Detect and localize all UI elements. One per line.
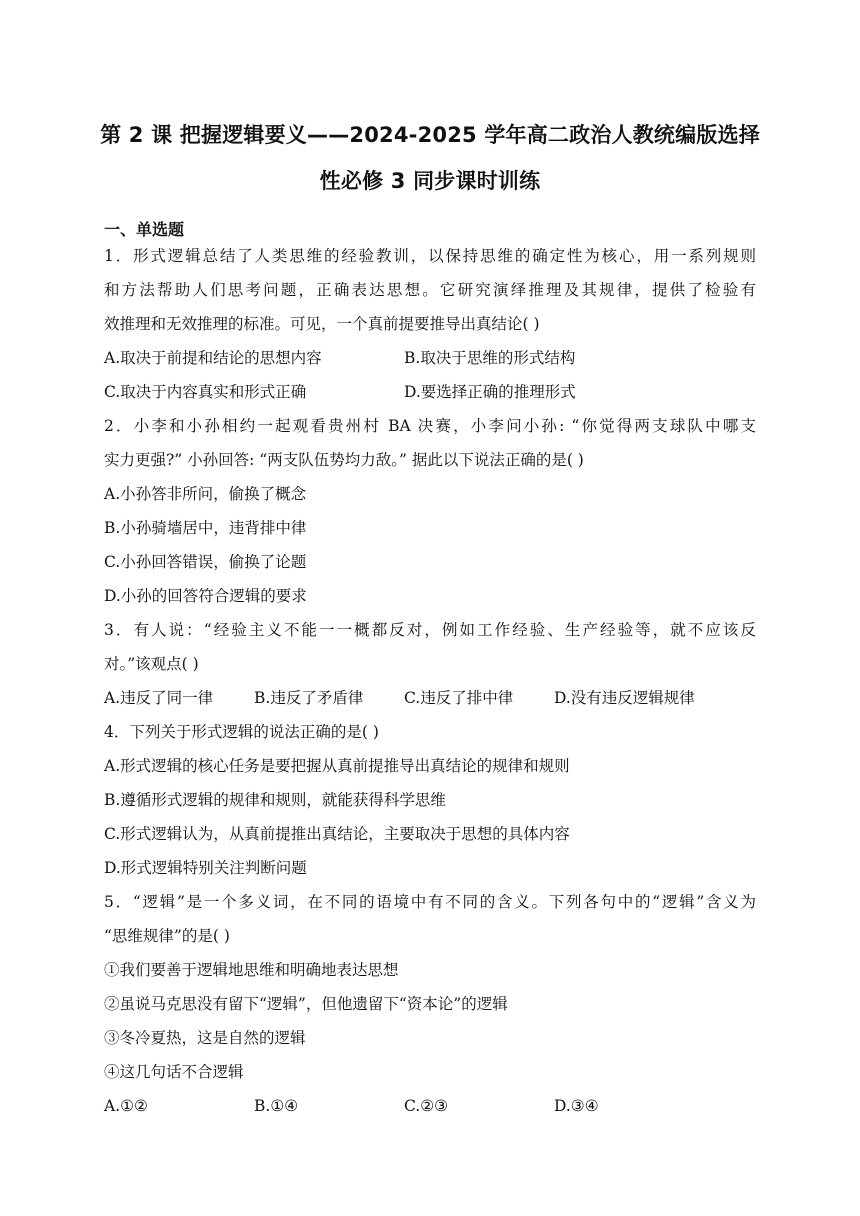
question-4-option-a[interactable]: A.形式逻辑的核心任务是要把握从真前提推导出真结论的规律和规则 bbox=[104, 757, 570, 775]
question-3-option-c[interactable]: C.违反了排中律 bbox=[404, 689, 514, 707]
question-1-stem-line-3: 效推理和无效推理的标准。可见，一个真前提要推导出真结论( ) bbox=[104, 315, 540, 333]
question-3-stem-line-2: 对。”该观点( ) bbox=[104, 655, 199, 673]
question-4-stem-line-1: 4．下列关于形式逻辑的说法正确的是( ) bbox=[104, 723, 379, 741]
question-5-item-1: ①我们要善于逻辑地思维和明确地表达思想 bbox=[104, 961, 399, 979]
question-5-item-4: ④这几句话不合逻辑 bbox=[104, 1063, 244, 1081]
page-title: 第 2 课 把握逻辑要义——2024-2025 学年高二政治人教统编版选择性必修 3 同步课时训练 bbox=[100, 123, 760, 193]
question-2-option-c[interactable]: C.小孙回答错误，偷换了论题 bbox=[104, 553, 307, 571]
question-2-stem-line-2: 实力更强?” 小孙回答: “两支队伍势均力敌。” 据此以下说法正确的是( ) bbox=[104, 451, 584, 469]
question-5-stem-line-1: 5．“逻辑”是一个多义词，在不同的语境中有不同的含义。下列各句中的“逻辑”含义为 bbox=[104, 893, 756, 911]
question-1-option-d[interactable]: D.要选择正确的推理形式 bbox=[404, 383, 576, 401]
question-1-option-a[interactable]: A.取决于前提和结论的思想内容 bbox=[104, 349, 322, 367]
question-3-option-b[interactable]: B.违反了矛盾律 bbox=[254, 689, 364, 707]
question-5-option-b[interactable]: B.①④ bbox=[254, 1097, 299, 1115]
question-4-option-c[interactable]: C.形式逻辑认为，从真前提推出真结论，主要取决于思想的具体内容 bbox=[104, 825, 570, 843]
question-3-option-a[interactable]: A.违反了同一律 bbox=[104, 689, 214, 707]
question-2-stem-line-1: 2．小李和小孙相约一起观看贵州村 BA 决赛，小李问小孙: “你觉得两支球队中哪支 bbox=[104, 417, 756, 435]
question-2-option-a[interactable]: A.小孙答非所问，偷换了概念 bbox=[104, 485, 307, 503]
question-1-option-c[interactable]: C.取决于内容真实和形式正确 bbox=[104, 383, 307, 401]
question-5-option-a[interactable]: A.①② bbox=[104, 1097, 148, 1115]
question-4-option-b[interactable]: B.遵循形式逻辑的规律和规则，就能获得科学思维 bbox=[104, 791, 446, 809]
question-3-option-d[interactable]: D.没有违反逻辑规律 bbox=[554, 689, 695, 707]
question-5-option-d[interactable]: D.③④ bbox=[554, 1097, 599, 1115]
question-1-stem-line-2: 和方法帮助人们思考问题，正确表达思想。它研究演绎推理及其规律，提供了检验有 bbox=[104, 281, 756, 299]
question-5-option-c[interactable]: C.②③ bbox=[404, 1097, 449, 1115]
question-1-option-b[interactable]: B.取决于思维的形式结构 bbox=[404, 349, 576, 367]
question-1-stem-line-1: 1．形式逻辑总结了人类思维的经验教训，以保持思维的确定性为核心，用一系列规则 bbox=[104, 247, 756, 265]
question-5-item-3: ③冬冷夏热，这是自然的逻辑 bbox=[104, 1029, 306, 1047]
question-3-stem-line-1: 3．有人说：“经验主义不能一一概都反对，例如工作经验、生产经验等，就不应该反 bbox=[104, 621, 756, 639]
question-2-option-b[interactable]: B.小孙骑墙居中，违背排中律 bbox=[104, 519, 307, 537]
question-4-option-d[interactable]: D.形式逻辑特别关注判断问题 bbox=[104, 859, 307, 877]
question-2-option-d[interactable]: D.小孙的回答符合逻辑的要求 bbox=[104, 587, 307, 605]
question-5-stem-line-2: “思维规律”的是( ) bbox=[104, 927, 230, 945]
question-5-item-2: ②虽说马克思没有留下“逻辑”，但他遗留下“资本论”的逻辑 bbox=[104, 995, 508, 1013]
section-heading: 一、单选题 bbox=[104, 220, 185, 239]
